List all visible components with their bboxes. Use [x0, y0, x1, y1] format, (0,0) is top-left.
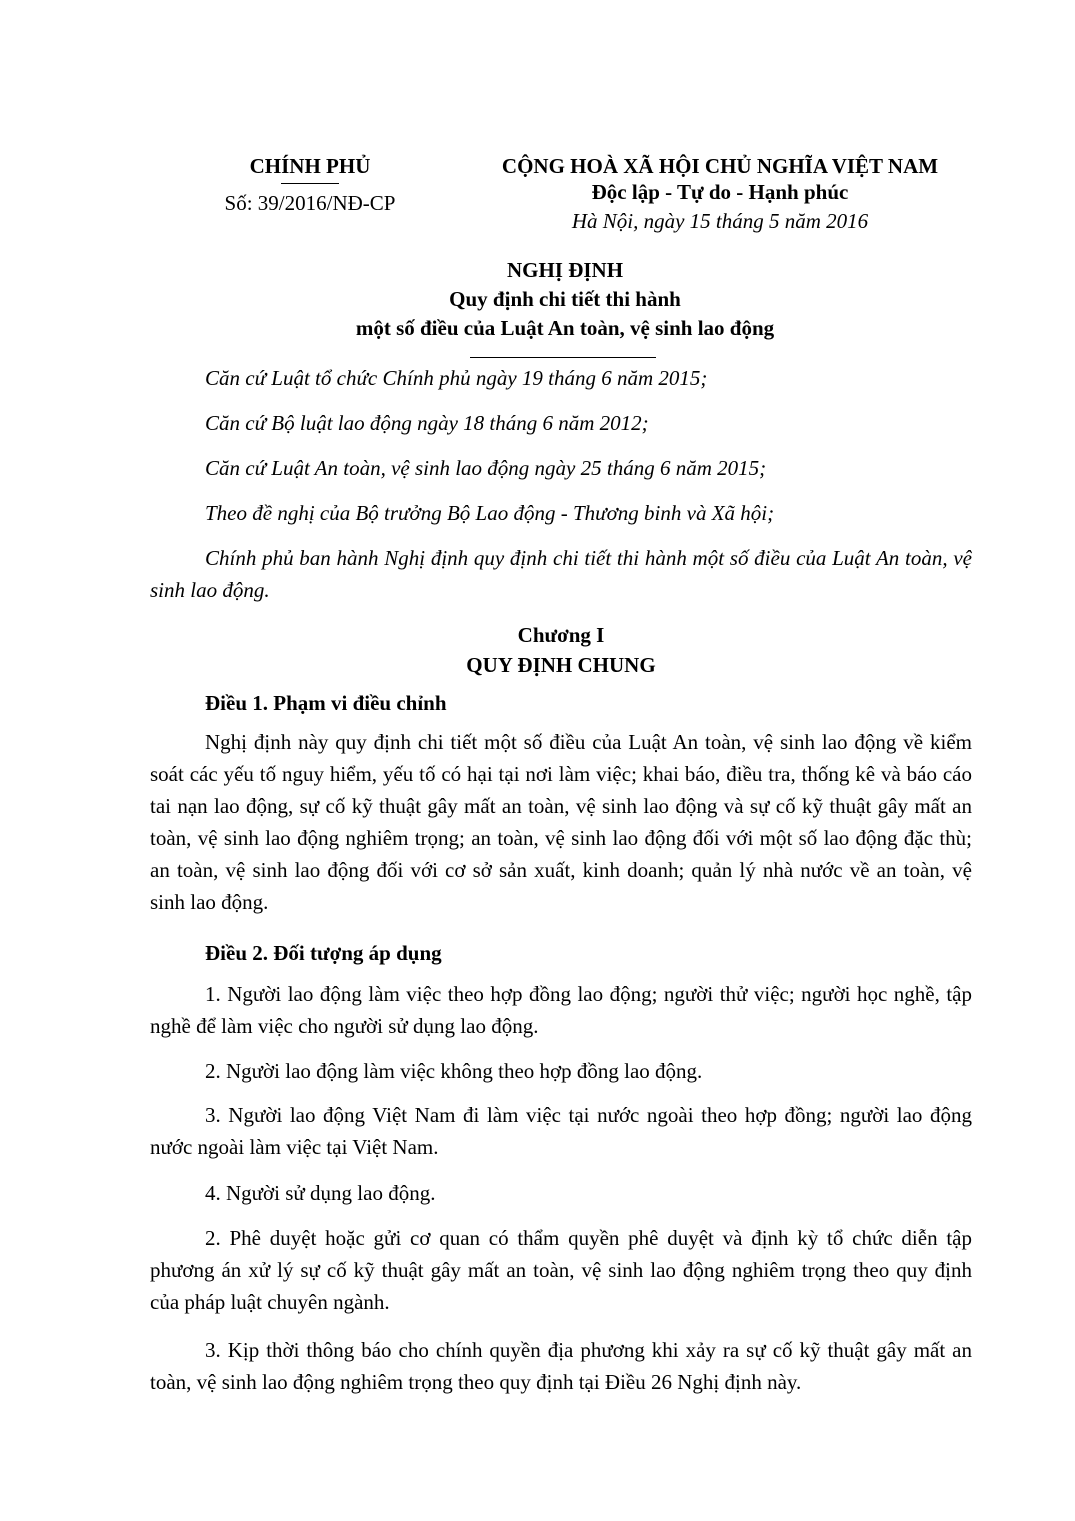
article-2-item: 2. Phê duyệt hoặc gửi cơ quan có thẩm quyền phê duyệt và định kỳ tổ chức diễn tập phương án xử lý sự cố kỹ thuật gây mất an toàn, vệ sinh lao động nghiêm trọng theo quy định của pháp luật chuyên ngành.: [150, 1226, 972, 1314]
title-underline: [470, 357, 656, 358]
article-2-item: 1. Người lao động làm việc theo hợp đồng lao động; người thử việc; người học nghề, tập nghề để làm việc cho người sử dụng lao động.: [150, 982, 972, 1038]
issuing-organization: CHÍNH PHỦ: [249, 154, 371, 178]
national-header-block: [470, 153, 970, 235]
preamble-line: Theo đề nghị của Bộ trưởng Bộ Lao động - Thương binh và Xã hội;: [205, 501, 775, 525]
national-motto: Độc lập - Tự do - Hạnh phúc: [591, 180, 849, 204]
preamble-line: Căn cứ Luật tổ chức Chính phủ ngày 19 tháng 6 năm 2015;: [205, 366, 708, 390]
preamble-line: Chính phủ ban hành Nghị định quy định chi tiết thi hành một số điều của Luật An toàn, vệ sinh lao động.: [150, 546, 972, 602]
national-title: CỘNG HOÀ XÃ HỘI CHỦ NGHĨA VIỆT NAM: [501, 154, 939, 178]
place-and-date: Hà Nội, ngày 15 tháng 5 năm 2016: [571, 209, 869, 233]
article-2-item: 3. Kịp thời thông báo cho chính quyền địa phương khi xảy ra sự cố kỹ thuật gây mất an toàn, vệ sinh lao động nghiêm trọng theo quy định tại Điều 26 Nghị định này.: [150, 1338, 972, 1394]
document-title-line-1: Quy định chi tiết thi hành: [449, 287, 681, 311]
document-title-block: [130, 256, 1000, 343]
article-1-heading: Điều 1. Phạm vi điều chỉnh: [205, 691, 447, 715]
article-2-item: 3. Người lao động Việt Nam đi làm việc tại nước ngoài theo hợp đồng; người lao động nước ngoài làm việc tại Việt Nam.: [150, 1103, 972, 1159]
preamble-line: Căn cứ Luật An toàn, vệ sinh lao động ngày 25 tháng 6 năm 2015;: [205, 456, 767, 480]
document-number: Số: 39/2016/NĐ-CP: [224, 191, 396, 215]
article-2-item: 4. Người sử dụng lao động.: [205, 1181, 436, 1205]
issuer-underline: [281, 183, 339, 184]
article-2-heading: Điều 2. Đối tượng áp dụng: [205, 941, 442, 965]
document-title-line-2: một số điều của Luật An toàn, vệ sinh lao động: [355, 316, 775, 340]
chapter-number: Chương I: [517, 623, 605, 647]
issuer-block: [190, 153, 430, 216]
chapter-name: QUY ĐỊNH CHUNG: [466, 653, 656, 677]
preamble-line: Căn cứ Bộ luật lao động ngày 18 tháng 6 năm 2012;: [205, 411, 649, 435]
article-1-text: Nghị định này quy định chi tiết một số điều của Luật An toàn, vệ sinh lao động về kiểm soát các yếu tố nguy hiểm, yếu tố có hại tại nơi làm việc; khai báo, điều tra, thống kê và báo cáo tai nạn lao động, sự cố kỹ thuật gây mất an toàn, vệ sinh lao động và sự cố kỹ thuật gây mất an toàn, vệ sinh lao động nghiêm trọng; an toàn, vệ sinh lao động đối với một số lao động đặc thù; an toàn, vệ sinh lao động đối với cơ sở sản xuất, kinh doanh; quản lý nhà nước về an toàn, vệ sinh lao động.: [150, 730, 972, 914]
document-type: NGHỊ ĐỊNH: [506, 258, 624, 282]
article-2-item: 2. Người lao động làm việc không theo hợp đồng lao động.: [205, 1059, 703, 1083]
